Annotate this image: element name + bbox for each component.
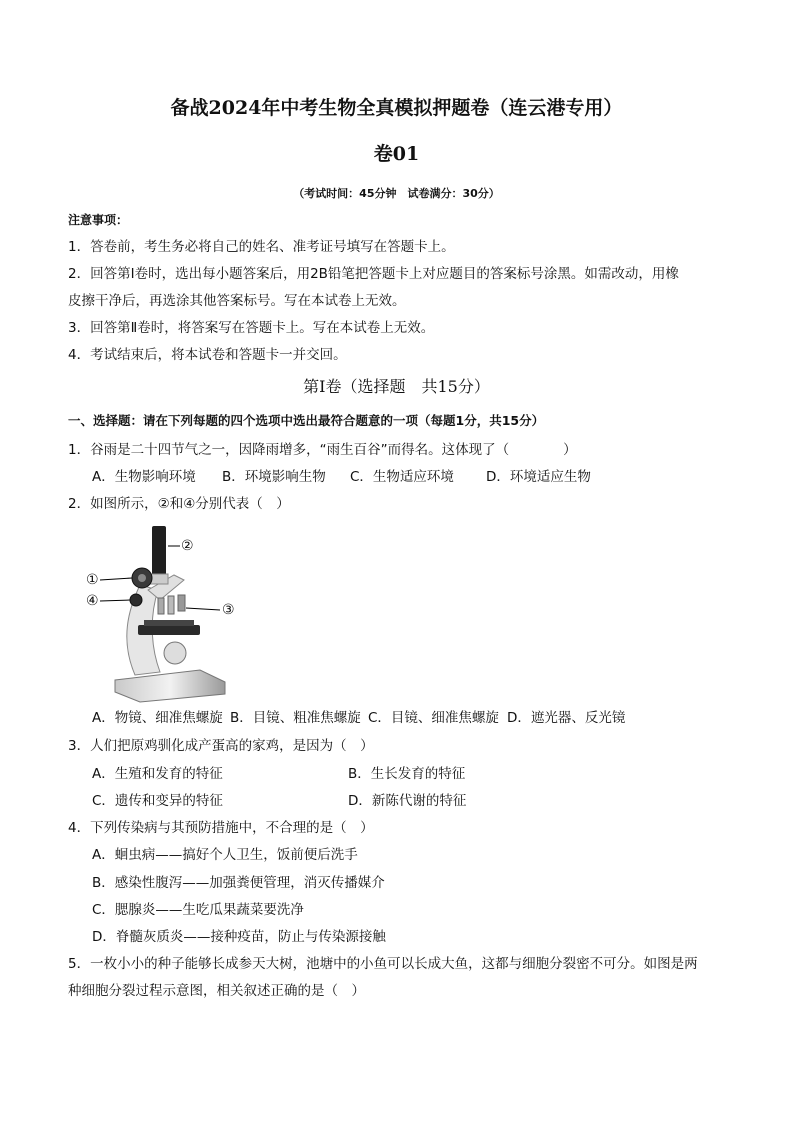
question-2-stem: 2．如图所示，②和④分别代表（ ） <box>68 496 290 512</box>
question-3-option-c: C．遗传和变异的特征 <box>92 793 223 809</box>
note-item: 3．回答第Ⅱ卷时，将答案写在答题卡上。写在本试卷上无效。 <box>68 320 435 336</box>
question-4-option-d: D．脊髓灰质炎——接种疫苗，防止与传染源接触 <box>92 929 386 945</box>
question-3-stem: 3．人们把原鸡驯化成产蛋高的家鸡，是因为（ ） <box>68 738 374 754</box>
question-1-option-b: B．环境影响生物 <box>222 469 326 485</box>
question-5-stem-line2: 种细胞分裂过程示意图，相关叙述正确的是（ ） <box>68 983 365 999</box>
page-title: 备战2024年中考生物全真模拟押题卷（连云港专用） <box>170 97 623 119</box>
figure-label-3: ③ <box>222 602 235 618</box>
question-2-option-d: D．遮光器、反光镜 <box>507 710 626 726</box>
page-subtitle: 卷01 <box>373 143 420 165</box>
question-4-option-c: C．腮腺炎——生吃瓜果蔬菜要洗净 <box>92 902 304 918</box>
figure-label-1: ① <box>86 572 99 588</box>
exam-info: （考试时间：45分钟 试卷满分：30分） <box>293 187 500 200</box>
note-item: 皮擦干净后，再选涂其他答案标号。写在本试卷上无效。 <box>68 293 406 309</box>
question-5-stem-line1: 5．一枚小小的种子能够长成参天大树，池塘中的小鱼可以长成大鱼，这都与细胞分裂密不可分。如图是两 <box>68 956 698 972</box>
question-3-option-a: A．生殖和发育的特征 <box>92 766 223 782</box>
question-2-option-a: A．物镜、细准焦螺旋 <box>92 710 223 726</box>
question-1-option-a: A．生物影响环境 <box>92 469 196 485</box>
figure-label-2: ② <box>181 538 194 554</box>
note-item: 4．考试结束后，将本试卷和答题卡一并交回。 <box>68 347 347 363</box>
question-2-option-b: B．目镜、粗准焦螺旋 <box>230 710 361 726</box>
question-4-option-b: B．感染性腹泻——加强粪便管理，消灭传播媒介 <box>92 875 385 891</box>
question-3-option-b: B．生长发育的特征 <box>348 766 466 782</box>
question-2-option-c: C．目镜、细准焦螺旋 <box>368 710 499 726</box>
section-title: 第Ⅰ卷（选择题 共15分） <box>303 377 490 396</box>
notes-heading: 注意事项： <box>68 213 129 227</box>
question-1-option-c: C．生物适应环境 <box>350 469 454 485</box>
question-4-option-a: A．蛔虫病——搞好个人卫生，饭前便后洗手 <box>92 847 358 863</box>
question-1-stem: 1．谷雨是二十四节气之一，因降雨增多，“雨生百谷”而得名。这体现了（ ） <box>68 442 577 458</box>
note-item: 1．答卷前，考生务必将自己的姓名、准考证号填写在答题卡上。 <box>68 239 455 255</box>
figure-label-4: ④ <box>86 593 99 609</box>
question-1-option-d: D．环境适应生物 <box>486 469 591 485</box>
section-instruction: 一、选择题：请在下列每题的四个选项中选出最符合题意的一项（每题1分，共15分） <box>68 413 545 428</box>
question-4-stem: 4．下列传染病与其预防措施中，不合理的是（ ） <box>68 820 374 836</box>
question-3-option-d: D．新陈代谢的特征 <box>348 793 467 809</box>
note-item: 2．回答第Ⅰ卷时，选出每小题答案后，用2B铅笔把答题卡上对应题目的答案标号涂黑。如需改动，用橡 <box>68 266 679 282</box>
